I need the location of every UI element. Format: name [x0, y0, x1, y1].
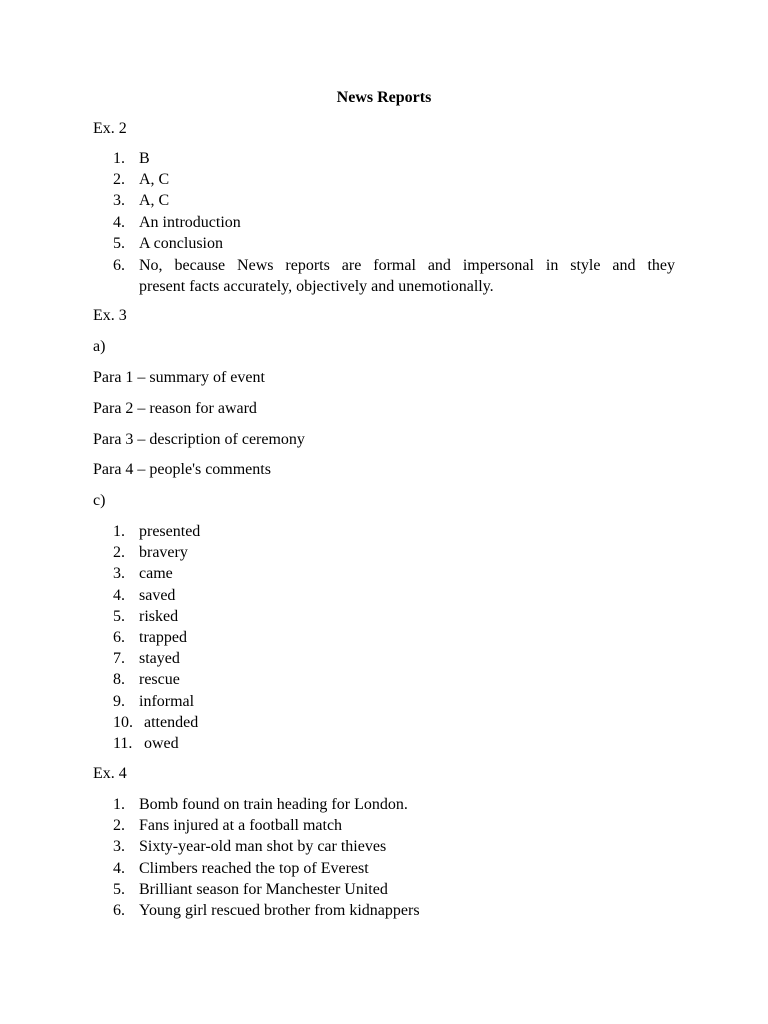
item-text: Bomb found on train heading for London. [139, 796, 408, 813]
item-number: 3. [113, 192, 125, 210]
item-number: 3. [113, 565, 125, 583]
item-number: 3. [113, 838, 125, 856]
ex3-para-1: Para 1 – summary of event [93, 369, 265, 386]
item-text: Young girl rescued brother from kidnappers [139, 901, 420, 919]
item-number: 7. [113, 650, 125, 668]
item-text: A conclusion [139, 234, 223, 252]
item-text: owed [144, 734, 179, 752]
item-number: 4. [113, 586, 125, 604]
document-title: News Reports [336, 89, 432, 106]
item-text: stayed [139, 650, 180, 668]
item-text: A, C [139, 171, 170, 189]
ex3-part-a-label: a) [93, 338, 106, 355]
item-number: 6. [113, 628, 125, 646]
item-text: saved [139, 586, 176, 604]
item-number: 6. [113, 901, 125, 919]
item-text: Brilliant season for Manchester United [139, 880, 388, 898]
item-text: attended [144, 713, 199, 731]
ex4-heading: Ex. 4 [93, 765, 127, 782]
item-text: An introduction [139, 213, 241, 231]
ex3-part-c-label: c) [93, 492, 106, 509]
item-text-line-1: No, because News reports are formal and impersonal in style and they [139, 257, 675, 274]
item-number: 5. [113, 234, 125, 252]
item-text: informal [139, 692, 195, 710]
item-number: 1. [113, 150, 125, 167]
item-text: Fans injured at a football match [139, 817, 343, 835]
item-text: risked [139, 607, 179, 625]
item-text: A, C [139, 192, 170, 210]
item-number: 10. [113, 713, 133, 731]
item-text: bravery [139, 544, 188, 562]
item-text: presented [139, 523, 201, 540]
item-number: 2. [113, 544, 125, 562]
item-number: 5. [113, 607, 125, 625]
item-number: 8. [113, 671, 125, 689]
item-text: came [139, 565, 173, 583]
ex3-para-3: Para 3 – description of ceremony [93, 431, 305, 448]
item-text: Sixty-year-old man shot by car thieves [139, 838, 387, 856]
ex3-para-2: Para 2 – reason for award [93, 400, 257, 417]
item-text: rescue [139, 671, 180, 689]
ex2-heading: Ex. 2 [93, 120, 127, 137]
item-text-line-2: present facts accurately, objectively and unemotionally. [139, 278, 494, 295]
item-number: 1. [113, 523, 125, 540]
item-number: 9. [113, 692, 125, 710]
ex3-heading: Ex. 3 [93, 307, 127, 324]
item-text: Climbers reached the top of Everest [139, 859, 369, 877]
ex3-para-4: Para 4 – people's comments [93, 461, 271, 478]
item-text: B [139, 150, 150, 167]
item-number: 1. [113, 796, 125, 813]
item-number: 4. [113, 213, 125, 231]
item-text: trapped [139, 628, 187, 646]
item-number: 2. [113, 171, 125, 189]
item-number: 4. [113, 859, 125, 877]
item-number: 11. [113, 734, 133, 752]
item-number: 6. [113, 257, 125, 274]
item-number: 2. [113, 817, 125, 835]
item-number: 5. [113, 880, 125, 898]
item-text [139, 255, 675, 297]
